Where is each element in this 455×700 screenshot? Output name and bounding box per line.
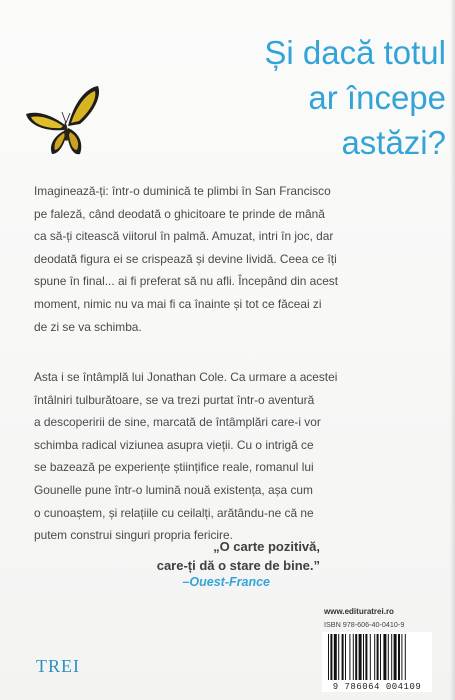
barcode bbox=[322, 632, 432, 688]
description-paragraph-2 bbox=[34, 366, 428, 547]
barcode-bar bbox=[349, 634, 350, 680]
quote-source: –Ouest-France bbox=[182, 575, 270, 589]
barcode-bar bbox=[334, 634, 337, 680]
review-quote bbox=[120, 538, 320, 575]
barcode-bar bbox=[383, 634, 386, 680]
butterfly-illustration bbox=[24, 82, 104, 162]
barcode-bar bbox=[374, 634, 375, 680]
publisher-website: www.edituratrei.ro bbox=[324, 607, 394, 616]
barcode-bar bbox=[377, 634, 379, 680]
barcode-bar bbox=[338, 634, 339, 680]
barcode-icon bbox=[322, 632, 432, 682]
butterfly-icon bbox=[24, 82, 104, 162]
barcode-bar bbox=[405, 634, 406, 680]
text-line: pe faleză, când deodată o ghicitoare te prinde de mână bbox=[34, 206, 325, 221]
text-line: schimba radical viziunea asupra vieții. Cu o intrigă ce bbox=[34, 437, 314, 452]
text-line: Imaginează-ți: într-o duminică te plimbi în San Francisco bbox=[34, 184, 331, 198]
barcode-bar bbox=[398, 634, 400, 680]
text-line: de zi se va schimba. bbox=[34, 319, 142, 334]
barcode-bar bbox=[359, 634, 362, 680]
isbn: ISBN 978-606-40-0410-9 bbox=[324, 620, 405, 629]
barcode-bar bbox=[365, 634, 367, 680]
headline-line: astăzi? bbox=[341, 124, 446, 161]
text-line: deodată figura ei se crispează și devine lividă. Ceea ce îți bbox=[34, 251, 337, 266]
barcode-bar bbox=[328, 634, 329, 680]
barcode-bar bbox=[401, 634, 402, 680]
barcode-bar bbox=[353, 634, 354, 680]
text-line: a descoperirii de sine, marcată de întâmplări care-i vor bbox=[34, 415, 321, 430]
barcode-digits: 9 786064 004109 bbox=[322, 682, 432, 692]
barcode-bar bbox=[345, 634, 346, 680]
headline-line: Și dacă totul bbox=[264, 34, 446, 71]
publisher-logo: TREI bbox=[36, 656, 80, 676]
barcode-bar bbox=[330, 634, 332, 680]
text-line: întâlniri tulburătoare, se va trezi purtat într-o aventură bbox=[34, 392, 315, 407]
barcode-bar bbox=[370, 634, 371, 680]
text-line: moment, nimic nu va mai fi ca înainte și tot ce făceai zi bbox=[34, 296, 322, 311]
text-line: spune în final... ai fi preferat să nu afli. Începând din acest bbox=[34, 274, 339, 289]
text-line: putem construi singuri propria fericire. bbox=[34, 528, 233, 543]
quote-line: care-ți dă o stare de bine.” bbox=[156, 557, 320, 573]
barcode-bar bbox=[391, 634, 392, 680]
barcode-bar bbox=[380, 634, 381, 680]
barcode-bar bbox=[363, 634, 364, 680]
barcode-bar bbox=[342, 634, 344, 680]
text-line: se bazează pe experiențe științifice reale, romanul lui bbox=[34, 460, 314, 475]
barcode-bar bbox=[394, 634, 397, 680]
text-line: Gounelle pune într-o lumină nouă existența, așa cum bbox=[34, 482, 313, 497]
cover-edge-shadow bbox=[450, 0, 455, 700]
barcode-bar bbox=[388, 634, 389, 680]
description-paragraph-1 bbox=[34, 180, 428, 338]
headline-line: ar începe bbox=[308, 79, 446, 116]
quote-line: „O carte pozitivă, bbox=[213, 539, 320, 554]
text-line: ca să-ți citească viitorul în palmă. Amuzat, intri în joc, dar bbox=[34, 229, 334, 244]
headline bbox=[96, 30, 446, 165]
barcode-bar bbox=[355, 634, 357, 680]
text-line: o cunoaștem, și relațiile cu ceilalți, arătându-ne că ne bbox=[34, 505, 314, 520]
text-line: Asta i se întâmplă lui Jonathan Cole. Ca urmare a acestei bbox=[34, 370, 338, 384]
